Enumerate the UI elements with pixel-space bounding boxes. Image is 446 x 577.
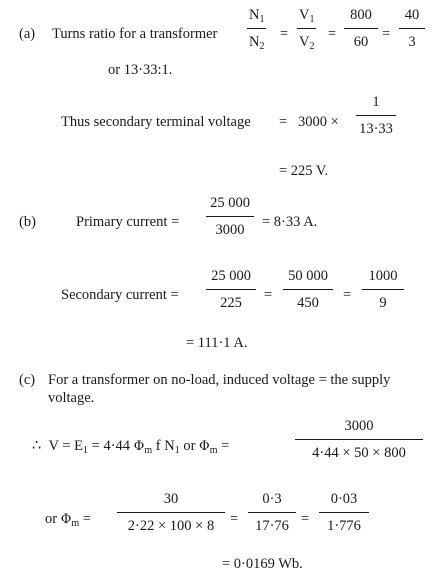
equals-sign: = <box>279 114 288 130</box>
primary-current-label: Primary current = <box>76 214 180 230</box>
equals-sign: = <box>230 511 239 527</box>
no-load-statement-line2: voltage. <box>48 390 95 406</box>
fraction-reciprocal-ratio: 1 13·33 <box>356 95 396 136</box>
equals-sign: = <box>343 287 352 303</box>
fraction-40-over-3: 40 3 <box>399 8 425 49</box>
equals-sign: = <box>264 287 273 303</box>
emf-equation: ∴ $V = E_1 = 4\cdot 44$ $\Phi_m$ f $N_1$ or $\Phi_m$ = <box>32 438 230 456</box>
fraction-v1-over-v2: $V_1$ $V_2$ <box>299 7 315 52</box>
no-load-statement-line1: For a transformer on no-load, induced voltage = the supply <box>48 372 391 388</box>
secondary-voltage-result: = 225 V. <box>279 163 329 179</box>
fraction-primary-current: 25 000 3000 <box>206 196 254 237</box>
product-base: 3000 × <box>298 114 339 130</box>
fraction-flux-emf: 3000 4·44 × 50 × 800 <box>295 419 423 460</box>
equals-sign: = <box>382 26 391 42</box>
secondary-current-label: Secondary current = <box>61 287 179 303</box>
fraction-flux-step-2: 0·3 17·76 <box>248 492 296 533</box>
equals-sign: = <box>301 511 310 527</box>
part-c-label: (c) <box>19 372 36 388</box>
secondary-current-result: = 111·1 A. <box>186 335 248 351</box>
turns-ratio-text: Turns ratio for a transformer <box>52 26 218 42</box>
fraction-800-over-60: 800 60 <box>344 8 378 49</box>
fraction-n1-over-n2: $N_1$ $N_2$ <box>249 7 265 52</box>
equals-sign: = <box>280 26 289 42</box>
alt-ratio-text: or 13·33:1. <box>108 62 173 78</box>
equals-sign: = <box>328 26 337 42</box>
part-b-label: (b) <box>19 214 36 230</box>
fraction-secondary-current-2: 50 000 450 <box>283 269 333 310</box>
fraction-flux-step-1: 30 2·22 × 100 × 8 <box>117 492 225 533</box>
primary-current-result: = 8·33 A. <box>262 214 318 230</box>
fraction-flux-step-3: 0·03 1·776 <box>319 492 369 533</box>
fraction-secondary-current-3: 1000 9 <box>362 269 404 310</box>
secondary-voltage-label: Thus secondary terminal voltage <box>61 114 251 130</box>
flux-result: = 0·0169 Wb. <box>222 556 303 572</box>
flux-label: or $\Phi_m$ = <box>45 511 91 529</box>
part-a-label: (a) <box>19 26 36 42</box>
fraction-secondary-current-1: 25 000 225 <box>206 269 256 310</box>
therefore-symbol: ∴ <box>32 438 42 454</box>
